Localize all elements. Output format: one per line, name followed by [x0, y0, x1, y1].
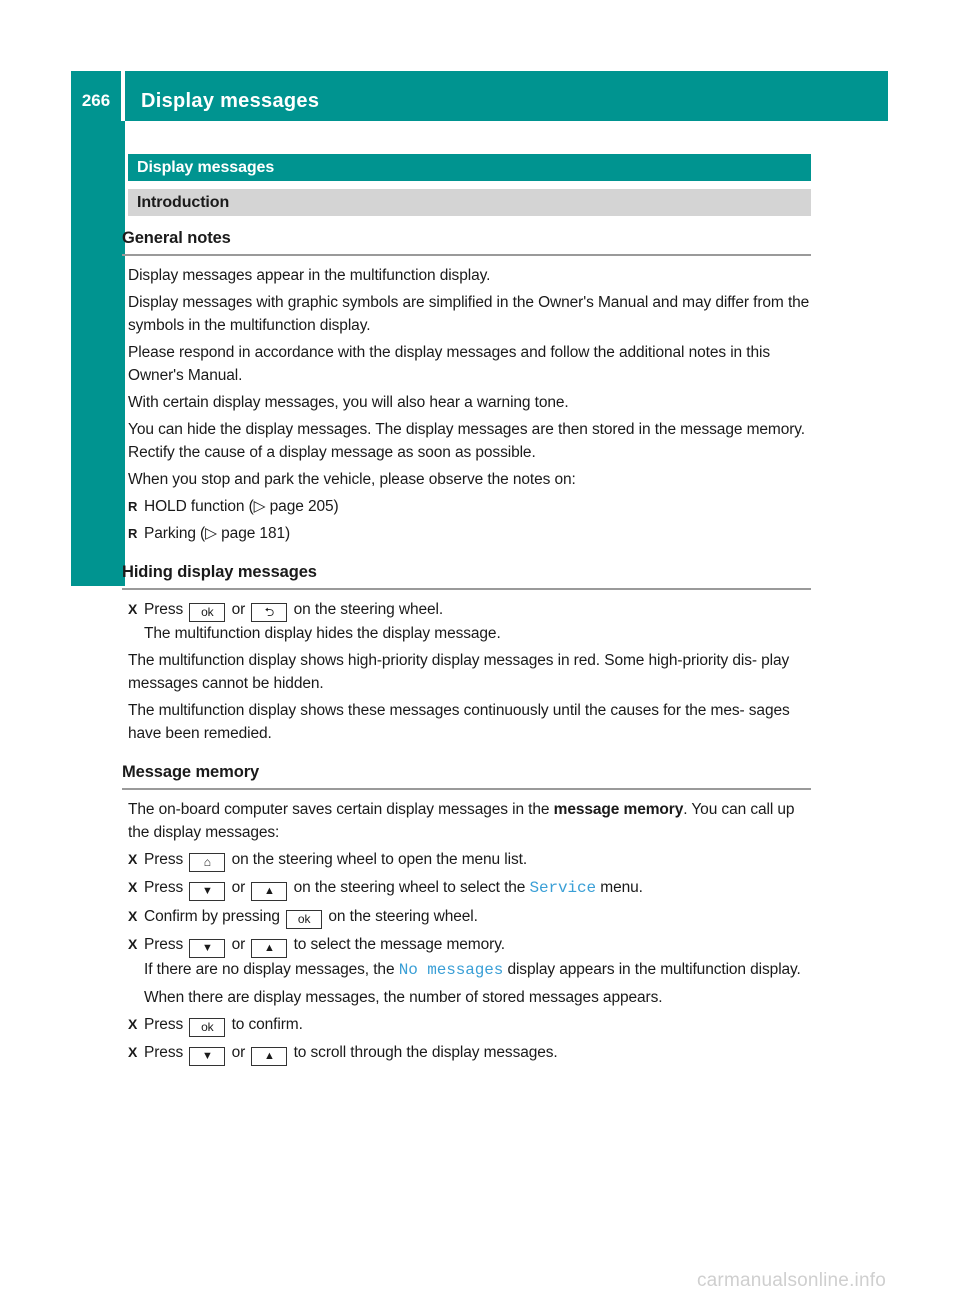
watermark: carmanualsonline.info	[696, 1270, 886, 1291]
paragraph: Display messages appear in the multifunction display.	[128, 267, 491, 284]
ok-key-icon: ok	[189, 1018, 225, 1037]
page-header	[71, 71, 888, 121]
step-text: Press	[144, 601, 184, 618]
step-text: Press	[144, 936, 184, 953]
instruction-step	[128, 905, 811, 929]
step-text: or	[231, 601, 246, 618]
paragraph: The multifunction display shows high-priority display messages in red. Some high-priority dis- play messages cannot be hidden.	[128, 652, 790, 692]
page-number: 266	[81, 91, 111, 110]
step-marker: X	[128, 1016, 138, 1032]
main-content	[122, 154, 811, 1070]
step-text: Press	[144, 851, 184, 868]
display-text-service: Service	[529, 879, 597, 897]
step-text: on the steering wheel.	[328, 908, 478, 925]
step-marker: X	[128, 908, 138, 924]
home-key-icon: ⌂	[189, 853, 225, 872]
list-item	[128, 522, 811, 545]
instruction-step	[128, 876, 811, 901]
up-key-icon: ▲	[251, 1047, 287, 1066]
back-key-icon: ⮌	[251, 603, 287, 622]
step-marker: X	[128, 1044, 138, 1060]
page-reference-link[interactable]: Parking (▷ page 181)	[144, 525, 291, 542]
emphasis-text: message memory	[553, 801, 684, 818]
up-key-icon: ▲	[251, 882, 287, 901]
instruction-step	[128, 1041, 811, 1066]
paragraph: You can hide the display messages. The display messages are then stored in the message memory. Rectify the cause of a display message as soon as possible.	[128, 421, 805, 461]
step-result: display appears in the multifunction display.	[507, 961, 801, 978]
step-marker: X	[128, 936, 138, 952]
header-divider	[121, 71, 125, 121]
ok-key-icon: ok	[286, 910, 322, 929]
instruction-step	[128, 848, 811, 872]
paragraph: Display messages with graphic symbols are simplified in the Owner's Manual and may differ from the symbols in the multifunction display.	[128, 294, 810, 334]
instruction-step	[128, 598, 811, 645]
step-result: When there are display messages, the number of stored messages appears.	[144, 989, 663, 1006]
paragraph-text: . You can call up the display messages:	[128, 801, 795, 841]
step-text: to confirm.	[231, 1016, 303, 1033]
step-text: or	[231, 879, 246, 896]
down-key-icon: ▼	[189, 1047, 225, 1066]
step-result: The multifunction display hides the display message.	[144, 625, 501, 642]
down-key-icon: ▼	[189, 882, 225, 901]
page-title: Display messages	[141, 90, 320, 112]
heading-message-memory: Message memory	[122, 759, 811, 790]
step-marker: X	[128, 851, 138, 867]
up-key-icon: ▲	[251, 939, 287, 958]
paragraph: With certain display messages, you will also hear a warning tone.	[128, 394, 569, 411]
paragraph	[128, 798, 811, 844]
bullet-marker: R	[128, 526, 138, 541]
step-text: on the steering wheel.	[293, 601, 444, 618]
step-marker: X	[128, 879, 138, 895]
step-marker: X	[128, 601, 138, 617]
down-key-icon: ▼	[189, 939, 225, 958]
step-text: on the steering wheel to open the menu list.	[231, 851, 528, 868]
step-text: or	[231, 1044, 246, 1061]
section-title: Display messages	[128, 154, 811, 181]
subsection-title: Introduction	[128, 189, 811, 216]
heading-general-notes: General notes	[122, 225, 811, 256]
step-text: Press	[144, 1044, 184, 1061]
step-text: to scroll through the display messages.	[293, 1044, 558, 1061]
heading-hiding-messages: Hiding display messages	[122, 559, 811, 590]
ok-key-icon: ok	[189, 603, 225, 622]
step-text: or	[231, 936, 246, 953]
paragraph-text: The on-board computer saves certain display messages in the	[128, 801, 550, 818]
paragraph: When you stop and park the vehicle, please observe the notes on:	[128, 471, 576, 488]
page-reference-link[interactable]: HOLD function (▷ page 205)	[144, 498, 339, 515]
step-text: Press	[144, 1016, 184, 1033]
step-result: If there are no display messages, the	[144, 961, 395, 978]
step-text: to select the message memory.	[293, 936, 505, 953]
step-text: menu.	[600, 879, 643, 896]
step-text: Confirm by pressing	[144, 908, 280, 925]
step-text: Press	[144, 879, 184, 896]
paragraph: The multifunction display shows these messages continuously until the causes for the mes- sages have been remedied.	[128, 702, 790, 742]
display-text-no-messages: No messages	[398, 961, 504, 979]
instruction-step	[128, 1013, 811, 1037]
list-item	[128, 495, 811, 518]
chapter-label-text: On-board computer and displays	[98, 232, 123, 577]
paragraph: Please respond in accordance with the display messages and follow the additional notes in this Owner's Manual.	[128, 344, 770, 384]
bullet-marker: R	[128, 499, 138, 514]
step-text: on the steering wheel to select the	[293, 879, 526, 896]
instruction-step	[128, 933, 811, 1009]
